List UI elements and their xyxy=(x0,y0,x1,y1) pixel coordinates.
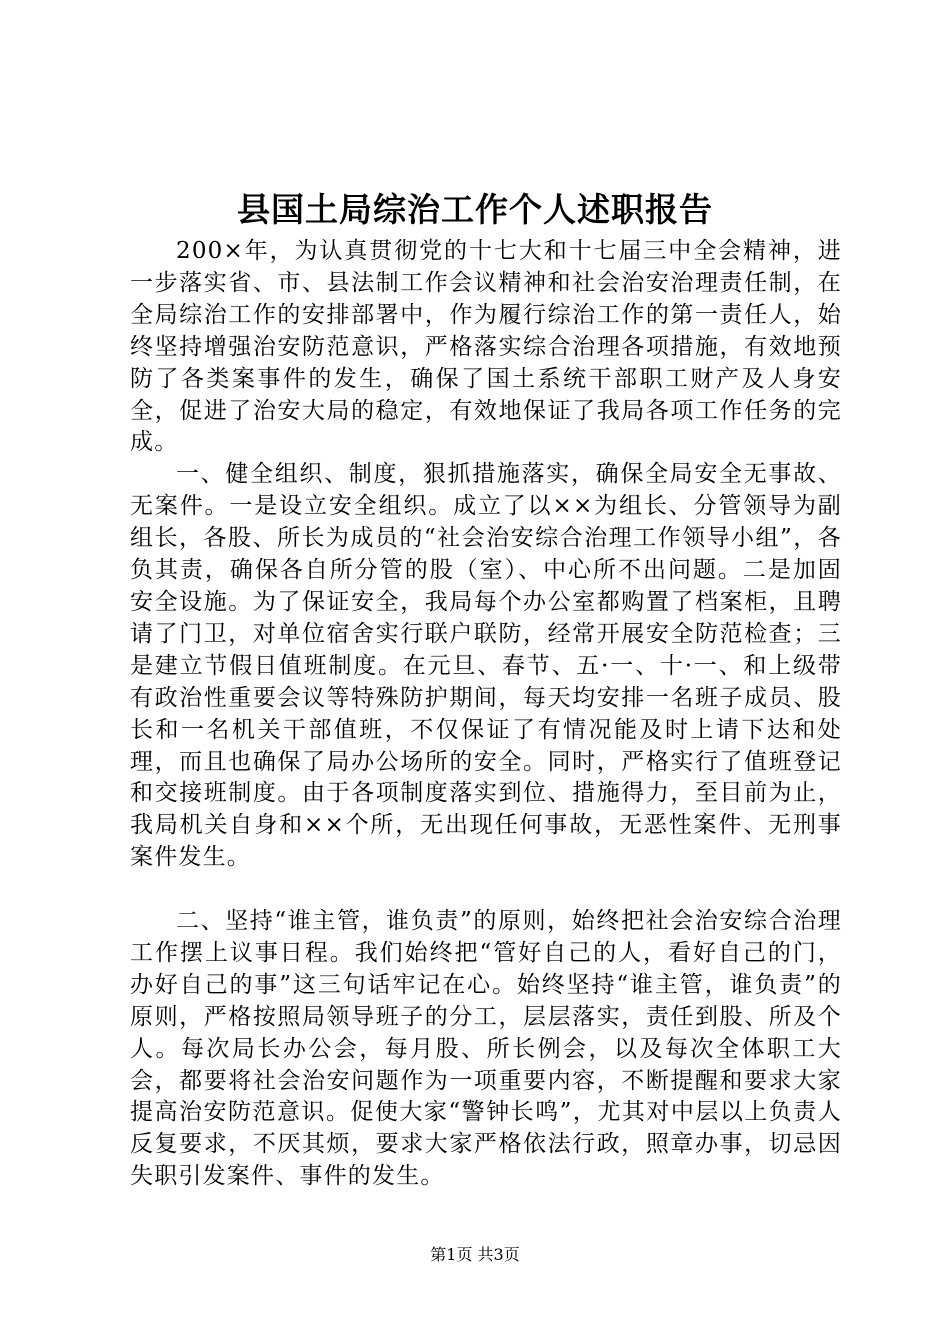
paragraph-section-2: 二、坚持“谁主管，谁负责”的原则，始终把社会治安综合治理工作摆上议事日程。我们始终把“管好自己的人，看好自己的门，办好自己的事”这三句话牢记在心。始终坚持“谁主管，谁负责”的原则，严格按照局领导班子的分工，层层落实，责任到股、所及个人。每次局长办公会，每月股、所长例会，以及每次全体职工大会，都要将社会治安问题作为一项重要内容，不断提醒和要求大家提高治安防范意识。促使大家“警钟长鸣”，尤其对中层以上负责人反复要求，不厌其烦，要求大家严格依法行政，照章办事，切忌因失职引发案件、事件的发生。 xyxy=(130,908,842,1190)
paragraph-section-1: 一、健全组织、制度，狠抓措施落实，确保全局安全无事故、无案件。一是设立安全组织。成立了以××为组长、分管领导为副组长，各股、所长为成员的“社会治安综合治理工作领导小组”，各负其责，确保各自所分管的股（室）、中心所不出问题。二是加固安全设施。为了保证安全，我局每个办公室都购置了档案柜，且聘请了门卫，对单位宿舍实行联户联防，经常开展安全防范检查；三是建立节假日值班制度。在元旦、春节、五·一、十·一、和上级带有政治性重要会议等特殊防护期间，每天均安排一名班子成员、股长和一名机关干部值班，不仅保证了有情况能及时上请下达和处理，而且也确保了局办公场所的安全。同时，严格实行了值班登记和交接班制度。由于各项制度落实到位、措施得力，至目前为止，我局机关自身和××个所，无出现任何事故，无恶性案件、无刑事案件发生。 xyxy=(130,461,842,871)
document-body xyxy=(130,236,842,1193)
document-title: 县国土局综治工作个人述职报告 xyxy=(237,190,713,229)
page-footer: 第1页 共3页 xyxy=(430,1245,520,1264)
paragraph-intro: 200×年，为认真贯彻党的十七大和十七届三中全会精神，进一步落实省、市、县法制工作会议精神和社会治安治理责任制，在全局综治工作的安排部署中，作为履行综治工作的第一责任人，始终坚持增强治安防范意识，严格落实综合治理各项措施，有效地预防了各类案事件的发生，确保了国土系统干部职工财产及人身安全，促进了治安大局的稳定，有效地保证了我局各项工作任务的完成。 xyxy=(130,238,842,456)
